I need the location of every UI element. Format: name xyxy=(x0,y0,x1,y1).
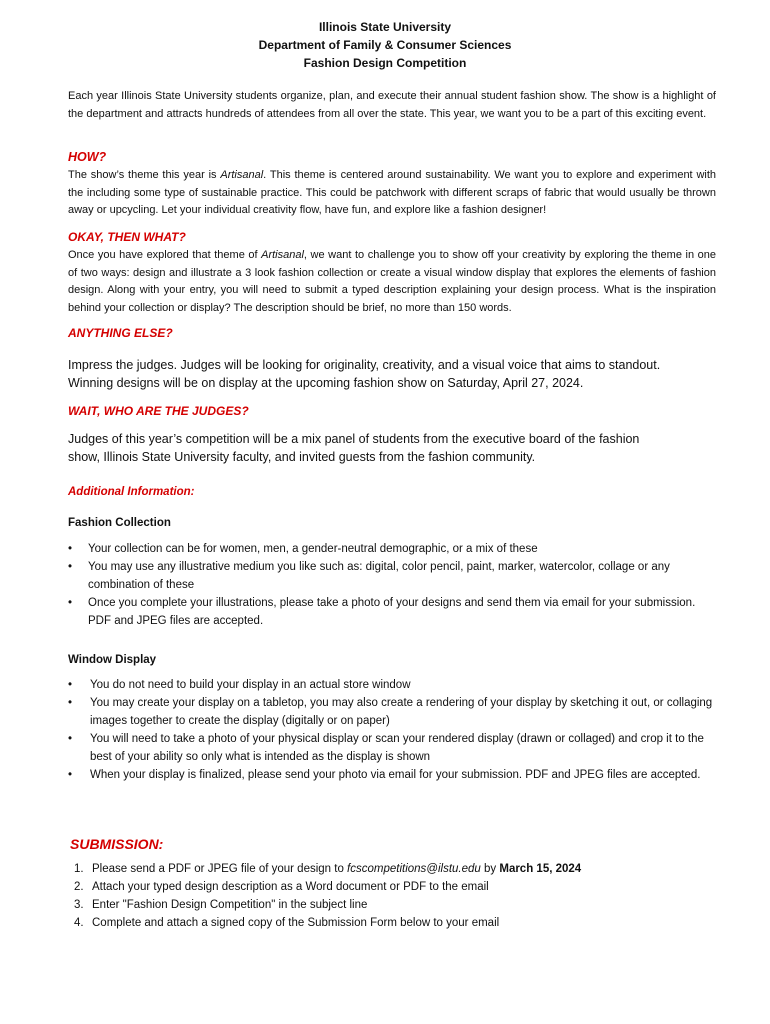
how-text-start: The show’s theme this year is xyxy=(68,169,221,181)
list-item: • Your collection can be for women, men, a gender-neutral demographic, or a mix of these xyxy=(68,540,718,558)
judges-heading: WAIT, WHO ARE THE JUDGES? xyxy=(68,404,249,418)
submission-heading: SUBMISSION: xyxy=(70,836,164,852)
okay-text-start: Once you have explored that theme of xyxy=(68,249,262,261)
how-heading: HOW? xyxy=(68,150,107,164)
submission-email: fcscompetitions@ilstu.edu xyxy=(347,863,481,875)
submission-deadline: March 15, 2024 xyxy=(499,863,582,875)
submission-step xyxy=(74,914,724,932)
step-text: Attach your typed design description as a Word document or PDF to the email xyxy=(92,881,489,893)
anything-heading: ANYTHING ELSE? xyxy=(68,326,173,340)
okay-heading: OKAY, THEN WHAT? xyxy=(68,230,186,244)
department-name: Department of Family & Consumer Sciences xyxy=(258,38,512,52)
step-text: Complete and attach a signed copy of the Submission Form below to your email xyxy=(92,917,500,929)
submission-steps xyxy=(74,860,724,932)
additional-heading: Additional Information: xyxy=(68,486,195,498)
intro-paragraph: Each year Illinois State University students organize, plan, and execute their annual student fashion show. The show is a highlight of the department and attracts hundreds of attendees from all over the state. This year, we want you to be a part of this exciting event. xyxy=(68,90,716,120)
step-text: by xyxy=(480,863,500,875)
list-item: • When your display is finalized, please send your photo via email for your submission. PDF and JPEG files are accepted. xyxy=(68,766,718,784)
fashion-collection-list xyxy=(68,540,718,630)
anything-paragraph: Impress the judges. Judges will be looking for originality, creativity, and a visual voice that aims to standout. Winning designs will be on display at the upcoming fashion show on Saturday, April 27, 2024. xyxy=(68,358,661,390)
judges-paragraph: Judges of this year’s competition will be a mix panel of students from the executive board of the fashion show, Illinois State University faculty, and invited guests from the fashion community. xyxy=(68,432,640,464)
okay-paragraph xyxy=(68,247,716,317)
fashion-collection-title: Fashion Collection xyxy=(68,517,171,529)
step-number: 4. xyxy=(74,917,84,929)
step-number: 1. xyxy=(74,863,84,875)
submission-step xyxy=(74,878,724,896)
document-header xyxy=(0,18,770,72)
list-item: • You do not need to build your display in an actual store window xyxy=(68,676,718,694)
competition-title: Fashion Design Competition xyxy=(303,56,467,70)
how-paragraph xyxy=(68,167,716,220)
step-number: 3. xyxy=(74,899,84,911)
submission-step xyxy=(74,860,724,878)
step-text: Please send a PDF or JPEG file of your design to xyxy=(92,863,348,875)
how-theme: Artisanal xyxy=(220,169,264,181)
step-number: 2. xyxy=(74,881,84,893)
okay-text-end: , we want to challenge you to show off your creativity by exploring the theme in one of two ways: design and illustrate a 3 look fashion collection or create a visual window display that explores the elements of fashion design. Along with your entry, you will need to submit a typed description explaining your design process. What is the inspiration behind your collection or display? The description should be brief, no more than 150 words. xyxy=(68,249,717,314)
window-display-list xyxy=(68,676,718,784)
submission-step xyxy=(74,896,724,914)
okay-theme: Artisanal xyxy=(261,249,304,261)
list-item: • You may use any illustrative medium you like such as: digital, color pencil, paint, marker, watercolor, collage or any combination of these xyxy=(68,558,718,594)
how-text-end: . This theme is centered around sustainability. We want you to explore and experiment with the including some type of sustainable practice. This could be patchwork with different scraps of fabric that would usually be thrown away or upcycling. Let your individual creativity flow, have fun, and explore like a fashion designer! xyxy=(68,169,717,216)
step-text: Enter "Fashion Design Competition" in the subject line xyxy=(92,899,368,911)
list-item: • You may create your display on a tabletop, you may also create a rendering of your display by sketching it out, or collaging images together to create the display (digitally or on paper) xyxy=(68,694,718,730)
window-display-title: Window Display xyxy=(68,654,157,666)
university-name: Illinois State University xyxy=(318,20,452,34)
list-item: • Once you complete your illustrations, please take a photo of your designs and send them via email for your submission. PDF and JPEG files are accepted. xyxy=(68,594,718,630)
list-item: • You will need to take a photo of your physical display or scan your rendered display (drawn or collaged) and crop it to the best of your ability so only what is intended as the display is shown xyxy=(68,730,718,766)
